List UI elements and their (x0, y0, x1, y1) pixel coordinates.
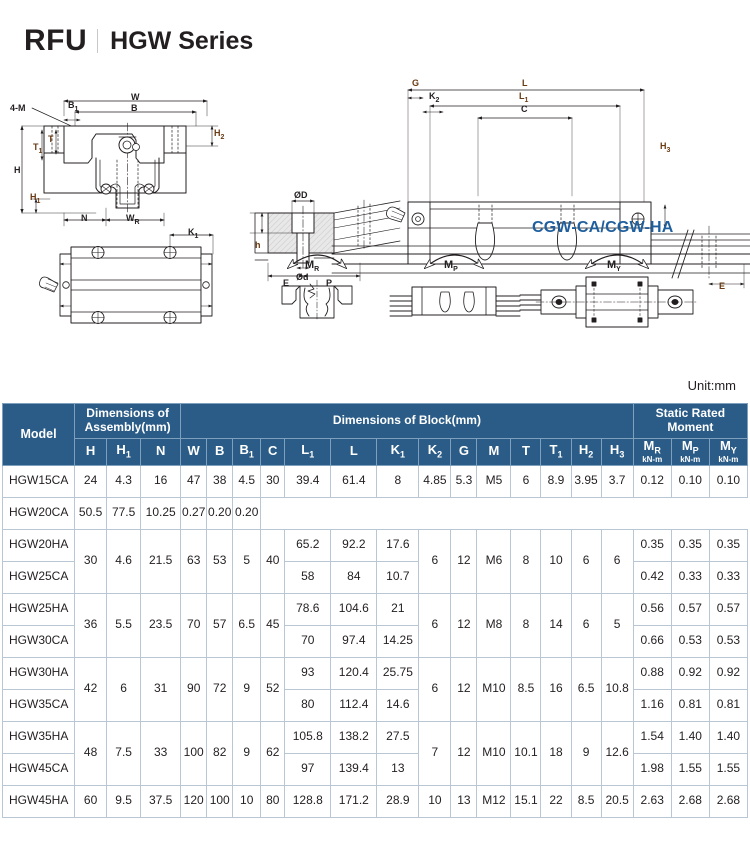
cell-value: 24 (75, 465, 107, 497)
col-header-mr: $M_R$ kN-m (633, 438, 671, 465)
cell-value: 78.6 (285, 593, 331, 625)
cell-value: 1.16 (633, 689, 671, 721)
header-divider (97, 29, 98, 53)
cell-value: 1.40 (671, 721, 709, 753)
cell-value: 5.3 (451, 465, 477, 497)
cell-value: 77.5 (107, 497, 141, 529)
cell-value: M10 (477, 721, 511, 785)
cell-value: 12.6 (601, 721, 633, 785)
cell-value: 65.2 (285, 529, 331, 561)
cell-value: 23.5 (141, 593, 181, 657)
cell-value: 10.8 (601, 657, 633, 721)
cell-value: 2.68 (709, 785, 747, 817)
cell-value: 18 (541, 721, 571, 785)
cell-value: 7 (419, 721, 451, 785)
cell-value: 52 (261, 657, 285, 721)
dim-label-e-mid: E (283, 278, 290, 288)
cell-value: 37.5 (141, 785, 181, 817)
cell-value: 84 (331, 561, 377, 593)
cell-value: 139.4 (331, 753, 377, 785)
cell-value: 39.4 (285, 465, 331, 497)
cell-value: 0.42 (633, 561, 671, 593)
cell-value: 0.27 (181, 497, 207, 529)
cell-model: HGW45CA (3, 753, 75, 785)
col-header-mp: $M_P$ kN-m (671, 438, 709, 465)
cell-value: 0.57 (671, 593, 709, 625)
cell-value: 97.4 (331, 625, 377, 657)
cell-value: 38 (207, 465, 233, 497)
dim-label-g: G (412, 78, 420, 88)
cell-value: 93 (285, 657, 331, 689)
dim-label-h: H (14, 165, 21, 175)
cell-value: 31 (141, 657, 181, 721)
cell-value: 30 (75, 529, 107, 593)
cell-value: 120.4 (331, 657, 377, 689)
dim-label-l1: $L_1$ (519, 91, 529, 104)
cell-value: 0.53 (671, 625, 709, 657)
cell-value: 0.35 (671, 529, 709, 561)
col-header-c: C (261, 438, 285, 465)
cell-value: 42 (75, 657, 107, 721)
dim-label-n: N (81, 213, 88, 223)
cell-value: 8 (511, 529, 541, 593)
cell-value: 10.7 (377, 561, 419, 593)
cell-value: 50.5 (75, 497, 107, 529)
table-row (3, 529, 748, 561)
cell-model: HGW25CA (3, 561, 75, 593)
dim-label-t1: $T_1$ (33, 142, 43, 155)
cell-value: 171.2 (331, 785, 377, 817)
cell-value: 33 (141, 721, 181, 785)
cell-value: 13 (377, 753, 419, 785)
cell-value: 4.5 (233, 465, 261, 497)
cell-value: 104.6 (331, 593, 377, 625)
specification-table (2, 403, 748, 818)
col-header-my: $M_Y$ kN-m (709, 438, 747, 465)
cell-model: HGW30CA (3, 625, 75, 657)
cell-value: 14.25 (377, 625, 419, 657)
cell-value: 8 (511, 593, 541, 657)
cell-value: 0.81 (709, 689, 747, 721)
cell-value: 4.85 (419, 465, 451, 497)
cell-value: 112.4 (331, 689, 377, 721)
cell-value: 12 (451, 657, 477, 721)
table-row (3, 721, 748, 753)
cell-value: 45 (261, 593, 285, 657)
cell-value: 10 (233, 785, 261, 817)
col-header-model: Model (3, 404, 75, 466)
cell-value: 97 (285, 753, 331, 785)
cell-value: 2.68 (671, 785, 709, 817)
dim-label-h2-front: $H_2$ (214, 128, 225, 141)
cell-value: 6 (571, 593, 601, 657)
cell-value: 62 (261, 721, 285, 785)
cell-value: 120 (181, 785, 207, 817)
cell-value: 12 (451, 721, 477, 785)
cell-value: 6 (419, 593, 451, 657)
col-header-b1: $B_1$ (233, 438, 261, 465)
cell-value: 0.57 (709, 593, 747, 625)
table-row (3, 465, 748, 497)
dim-label-k1: $K_1$ (188, 227, 199, 240)
cell-value: 92.2 (331, 529, 377, 561)
table-row (3, 593, 748, 625)
col-header-k1: $K_1$ (377, 438, 419, 465)
cell-value: 7.5 (107, 721, 141, 785)
cell-value: 0.33 (671, 561, 709, 593)
dim-label-h1: $H_1$ (30, 192, 41, 205)
cell-value: M10 (477, 657, 511, 721)
cell-model: HGW35HA (3, 721, 75, 753)
cell-value: 82 (207, 721, 233, 785)
cell-value: 70 (285, 625, 331, 657)
cell-value: 17.6 (377, 529, 419, 561)
col-header-l: L (331, 438, 377, 465)
table-row (3, 497, 748, 529)
cell-value: 4.3 (107, 465, 141, 497)
col-group-block: Dimensions of Block(mm) (181, 404, 634, 439)
cell-value: 6.5 (233, 593, 261, 657)
cell-value: 1.40 (709, 721, 747, 753)
cell-model: HGW15CA (3, 465, 75, 497)
col-header-t: T (511, 438, 541, 465)
cell-value: 100 (181, 721, 207, 785)
cell-value: 90 (181, 657, 207, 721)
cell-value: 9 (571, 721, 601, 785)
col-header-l1: $L_1$ (285, 438, 331, 465)
cell-value: 57 (207, 593, 233, 657)
cell-value: 100 (207, 785, 233, 817)
cell-model: HGW35CA (3, 689, 75, 721)
dim-label-l: L (522, 78, 528, 88)
cell-value: 9.5 (107, 785, 141, 817)
col-header-h2: $H_2$ (571, 438, 601, 465)
table-header (3, 404, 748, 466)
cell-value: 16 (141, 465, 181, 497)
cell-value: 10 (541, 529, 571, 593)
cell-value: 8.5 (571, 785, 601, 817)
col-header-h3: $H_3$ (601, 438, 633, 465)
col-group-assembly: Dimensions of Assembly(mm) (75, 404, 181, 439)
cell-value: 8.5 (511, 657, 541, 721)
moment-label-my: $M_Y$ (607, 259, 621, 274)
table-row (3, 785, 748, 817)
cell-value: 21 (377, 593, 419, 625)
cell-value: 0.92 (709, 657, 747, 689)
cell-value: 0.20 (207, 497, 233, 529)
col-header-m: M (477, 438, 511, 465)
cell-value: 60 (75, 785, 107, 817)
cell-value: 48 (75, 721, 107, 785)
col-header-t1: $T_1$ (541, 438, 571, 465)
cell-value: 6.5 (571, 657, 601, 721)
cell-value: 4.6 (107, 529, 141, 593)
cell-value: 9 (233, 657, 261, 721)
cell-value: 5.5 (107, 593, 141, 657)
cell-value: M12 (477, 785, 511, 817)
cell-value: 2.63 (633, 785, 671, 817)
cell-value: 105.8 (285, 721, 331, 753)
dim-label-c: C (521, 104, 528, 114)
col-header-h1: $H_1$ (107, 438, 141, 465)
cell-value: 5 (601, 593, 633, 657)
dim-label-w: W (131, 92, 140, 102)
col-header-k2: $K_2$ (419, 438, 451, 465)
cell-value: 0.81 (671, 689, 709, 721)
cell-value: 70 (181, 593, 207, 657)
cell-value: 40 (261, 529, 285, 593)
cell-model: HGW20HA (3, 529, 75, 561)
cell-value: 1.98 (633, 753, 671, 785)
cell-value: 47 (181, 465, 207, 497)
dim-label-h-small: h (255, 240, 261, 250)
col-group-static-moment: Static Rated Moment (633, 404, 747, 439)
cell-value: 16 (541, 657, 571, 721)
dim-label-k2: $K_2$ (429, 91, 440, 104)
cell-value: 61.4 (331, 465, 377, 497)
dim-label-h3: $H_3$ (660, 141, 671, 154)
cell-value: 5 (233, 529, 261, 593)
dim-label-p: P (326, 278, 333, 288)
cell-value: 6 (107, 657, 141, 721)
col-header-g: G (451, 438, 477, 465)
cell-value: 10.25 (141, 497, 181, 529)
cell-value: 6 (419, 529, 451, 593)
cell-value: 0.53 (709, 625, 747, 657)
cell-value: 10.1 (511, 721, 541, 785)
dim-label-e-right: E (719, 281, 726, 291)
cell-value: 28.9 (377, 785, 419, 817)
cell-value: 36 (75, 593, 107, 657)
cell-value: 0.35 (633, 529, 671, 561)
cell-value: 0.10 (709, 465, 747, 497)
cell-value: 0.92 (671, 657, 709, 689)
cell-value: 9 (233, 721, 261, 785)
cell-value: 72 (207, 657, 233, 721)
cell-value: 1.55 (709, 753, 747, 785)
table-header-symbol-row (3, 438, 748, 465)
cell-value: 0.10 (671, 465, 709, 497)
cell-value: 12 (451, 593, 477, 657)
col-header-w: W (181, 438, 207, 465)
cell-model: HGW45HA (3, 785, 75, 817)
cell-value: 20.5 (601, 785, 633, 817)
cgw-series-label: CGW-CA/CGW-HA (532, 219, 674, 236)
cell-value: M5 (477, 465, 511, 497)
unit-label: Unit:mm (687, 378, 736, 393)
cell-value: 3.7 (601, 465, 633, 497)
cell-value: 13 (451, 785, 477, 817)
cell-value: M8 (477, 593, 511, 657)
cell-value: 6 (511, 465, 541, 497)
cell-value: 0.20 (233, 497, 261, 529)
cell-value: 25.75 (377, 657, 419, 689)
cell-value: 8.9 (541, 465, 571, 497)
cell-value: 58 (285, 561, 331, 593)
dim-label-od: ØD (294, 190, 308, 200)
cell-value: 27.5 (377, 721, 419, 753)
cell-model: HGW25HA (3, 593, 75, 625)
cell-model: HGW20CA (3, 497, 75, 529)
moment-label-mp: $M_P$ (444, 259, 458, 274)
cell-value: 14 (541, 593, 571, 657)
page-title: HGW Series (110, 26, 254, 55)
cell-value: 1.55 (671, 753, 709, 785)
cell-value: 10 (419, 785, 451, 817)
cell-value: 8 (377, 465, 419, 497)
cell-value: 53 (207, 529, 233, 593)
dim-label-b1: $B_1$ (68, 100, 79, 113)
dim-label-wr: $W_R$ (126, 213, 140, 226)
cell-value: 3.95 (571, 465, 601, 497)
dim-label-4m: 4-M (10, 103, 26, 113)
cell-value: 138.2 (331, 721, 377, 753)
cell-value: 0.33 (709, 561, 747, 593)
dim-label-b: B (131, 103, 138, 113)
cell-value: 15.1 (511, 785, 541, 817)
cell-value: 0.35 (709, 529, 747, 561)
cell-value: 22 (541, 785, 571, 817)
cell-model: HGW30HA (3, 657, 75, 689)
cell-value: 1.54 (633, 721, 671, 753)
cell-value: 6 (571, 529, 601, 593)
table-row (3, 657, 748, 689)
cell-value: M6 (477, 529, 511, 593)
moment-label-mr: $M_R$ (305, 259, 320, 274)
table-header-group-row (3, 404, 748, 439)
brand-logo: RFU (24, 24, 88, 57)
cell-value: 0.12 (633, 465, 671, 497)
cell-value: 30 (261, 465, 285, 497)
cell-value: 14.6 (377, 689, 419, 721)
page-header (24, 26, 253, 56)
cell-value: 63 (181, 529, 207, 593)
cell-value: 128.8 (285, 785, 331, 817)
cell-value: 12 (451, 529, 477, 593)
cell-value: 0.88 (633, 657, 671, 689)
cell-value: 6 (601, 529, 633, 593)
dim-label-t: T (48, 134, 54, 144)
cell-value: 6 (419, 657, 451, 721)
col-header-n: N (141, 438, 181, 465)
cell-value: 0.66 (633, 625, 671, 657)
col-header-h: H (75, 438, 107, 465)
cell-value: 80 (285, 689, 331, 721)
table-body (3, 465, 748, 817)
cell-value: 0.56 (633, 593, 671, 625)
dim-label-od-small: Ød (296, 272, 309, 282)
cell-value: 80 (261, 785, 285, 817)
col-header-b: B (207, 438, 233, 465)
cell-value: 21.5 (141, 529, 181, 593)
